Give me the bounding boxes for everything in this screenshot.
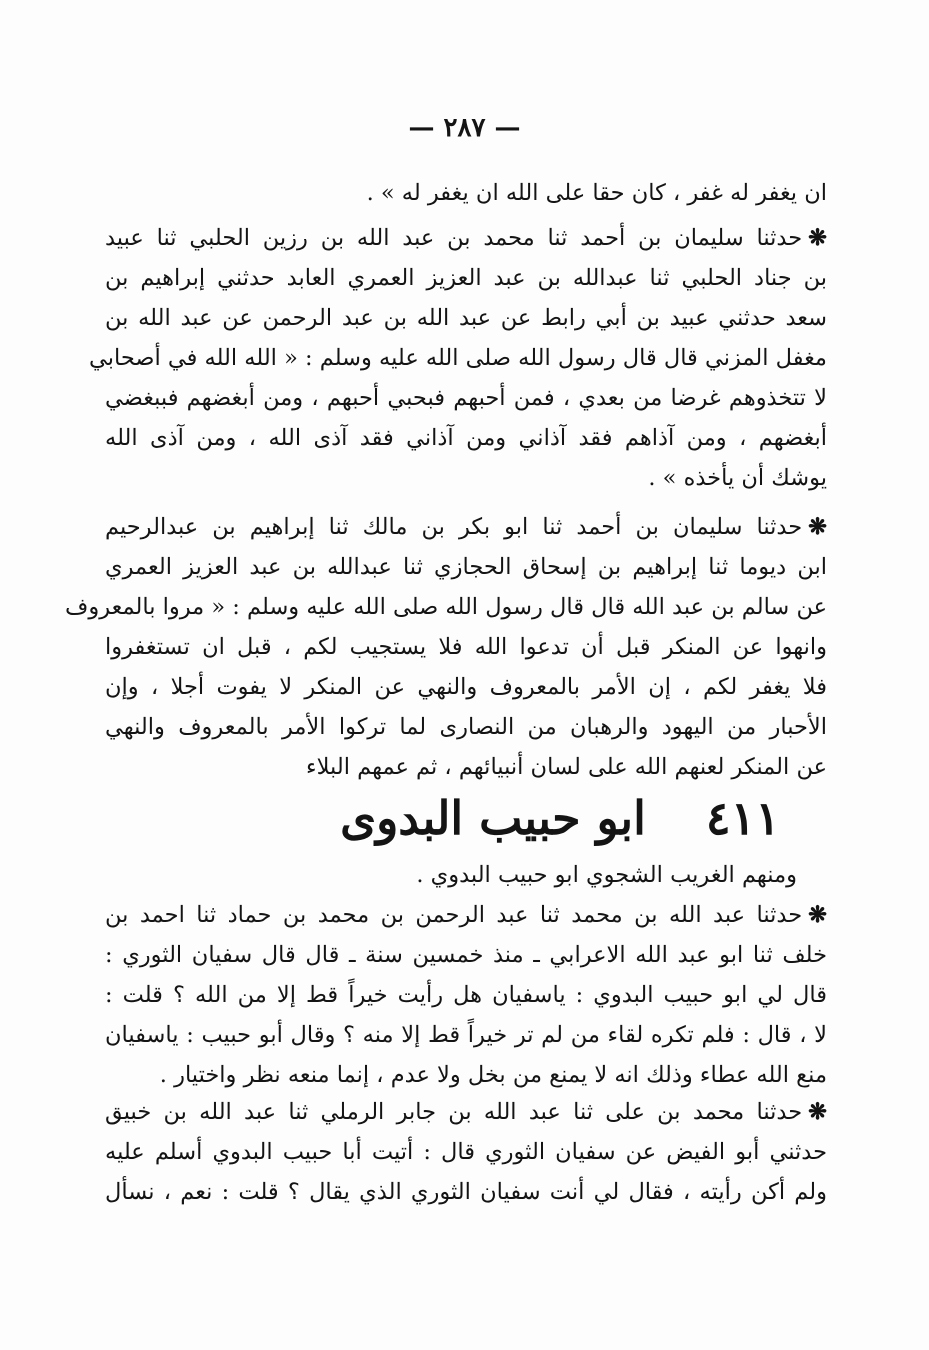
text-line: سعد حدثني عبيد بن أبي رابط عن عبد الله بن عبد الرحمن عن عبد الله بن xyxy=(105,305,827,331)
text-line: الأحبار من اليهود والرهبان من النصارى لما تركوا الأمر بالمعروف والنهي xyxy=(105,714,827,740)
star-marker-icon: ❋ xyxy=(808,225,827,251)
text-line-content: حدثنا سليمان بن أحمد ثنا محمد بن عبد الله بن رزين الحلبي ثنا عبيد xyxy=(105,225,803,251)
text-line: خلف ثنا ابو عبد الله الاعرابي ـ منذ خمسين سنة ـ قال قال سفيان الثوري : xyxy=(105,942,827,968)
text-line xyxy=(105,895,827,935)
text-line: أبغضهم ، ومن آذاهم فقد آذاني ومن آذاني فقد آذى الله ، ومن آذى الله xyxy=(105,425,827,451)
text-line-content: حدثنا سليمان بن أحمد ثنا ابو بكر بن مالك ثنا إبراهيم بن عبدالرحيم xyxy=(105,514,803,540)
text-line: حدثني أبو الفيض عن سفيان الثوري قال : أتيت أبا حبيب البدوي أسلم عليه xyxy=(105,1139,827,1165)
paragraph-continuation xyxy=(105,173,827,213)
hadith-paragraph xyxy=(105,1092,827,1212)
text-line: منع الله عطاء وذلك انه لا يمنع من بخل ولا عدم ، إنما منعه نظر واختيار . xyxy=(159,1062,827,1088)
section-intro xyxy=(105,855,827,895)
page-number: — ٢٨٧ — xyxy=(408,113,521,143)
text-line-content: حدثنا عبد الله بن محمد ثنا عبد الرحمن بن محمد بن حماد ثنا احمد بن xyxy=(105,902,803,928)
star-marker-icon: ❋ xyxy=(808,514,827,540)
text-line: عن المنكر لعنهم الله على لسان أنبيائهم ، ثم عمهم البلاء xyxy=(306,754,827,780)
text-line: ولم أكن رأيته ، فقال لي أنت سفيان الثوري الذي يقال ؟ قلت : نعم ، نسأل xyxy=(105,1179,827,1205)
star-marker-icon: ❋ xyxy=(808,1099,827,1125)
text-line xyxy=(105,507,827,547)
section-title: ابو حبيب البدوى xyxy=(340,791,646,845)
hadith-paragraph xyxy=(65,507,827,787)
star-marker-icon: ❋ xyxy=(808,902,827,928)
section-heading xyxy=(340,788,780,848)
text-line: بن جناد الحلبي ثنا عبدالله بن عبد العزيز العمري العابد حدثني إبراهيم بن xyxy=(105,265,827,291)
text-line: مغفل المزني قال قال رسول الله صلى الله عليه وسلم : « الله الله في أصحابي xyxy=(88,345,827,371)
text-line: وانهوا عن المنكر قبل أن تدعوا الله فلا يستجيب لكم ، قبل ان تستغفروا xyxy=(105,634,827,660)
text-line: ان يغفر له غفر ، كان حقا على الله ان يغفر له » . xyxy=(366,180,827,206)
text-line xyxy=(105,218,827,258)
hadith-paragraph xyxy=(105,895,827,1095)
section-number: ٤١١ xyxy=(705,791,780,845)
text-line-content: حدثنا محمد بن على ثنا عبد الله بن جابر الرملي ثنا عبد الله بن خبيق xyxy=(105,1099,803,1125)
text-line: عن سالم بن عبد الله قال قال رسول الله صلى الله عليه وسلم : « مروا بالمعروف xyxy=(65,594,827,620)
text-line: قال لي ابو حبيب البدوي : ياسفيان هل رأيت خيراً قط إلا من الله ؟ قلت : xyxy=(105,982,827,1008)
text-line: يوشك أن يأخذه » . xyxy=(648,465,827,491)
text-line: فلا يغفر لكم ، إن الأمر بالمعروف والنهي عن المنكر لا يفوت أجلا ، وإن xyxy=(105,674,827,700)
text-line: لا تتخذوهم غرضا من بعدي ، فمن أحبهم فبحبي أحبهم ، ومن أبغضهم فببغضي xyxy=(105,385,827,411)
text-line xyxy=(105,1092,827,1132)
text-line: ومنهم الغريب الشجوي ابو حبيب البدوي . xyxy=(416,862,797,888)
text-line: لا ، قال : فلم تكره لقاء من لم تر خيراً قط إلا منه ؟ وقال أبو حبيب : ياسفيان xyxy=(105,1022,827,1048)
text-line: ابن ديوما ثنا إبراهيم بن إسحاق الحجازي ثنا عبدالله بن عبد العزيز العمري xyxy=(105,554,827,580)
hadith-paragraph xyxy=(88,218,827,498)
